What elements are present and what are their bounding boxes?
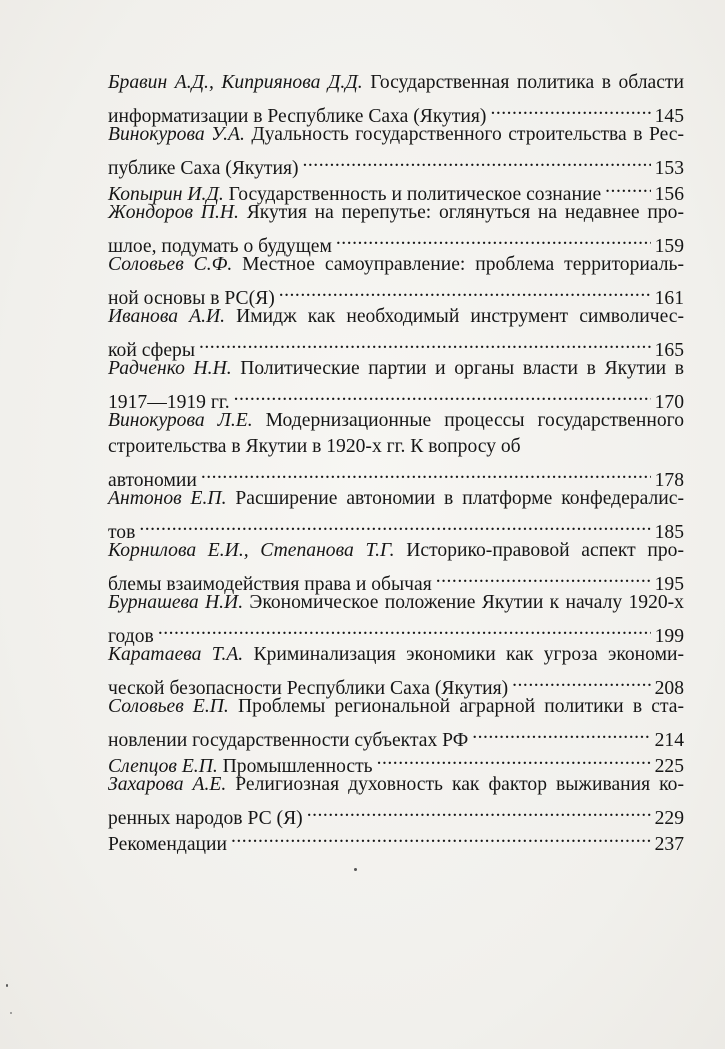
toc-line bbox=[108, 486, 684, 512]
toc-title: Криминализация экономики как угроза экономи- bbox=[243, 644, 685, 665]
toc-entry bbox=[108, 70, 684, 127]
toc-leader-dots bbox=[139, 512, 650, 538]
toc-page-number: 153 bbox=[654, 158, 684, 179]
toc-title: годов bbox=[108, 626, 154, 647]
toc-line bbox=[108, 408, 684, 434]
toc-author: Слепцов Е.П. bbox=[108, 756, 218, 777]
toc-entry bbox=[108, 304, 684, 361]
toc-leader-dots bbox=[279, 278, 651, 304]
toc-leader-dots bbox=[336, 226, 651, 252]
toc-page-number: 237 bbox=[654, 834, 684, 855]
toc-title: Дуальность государственного строительства в Рес- bbox=[244, 124, 684, 145]
toc-page-number: 195 bbox=[654, 574, 684, 595]
toc-title: Имидж как необходимый инструмент символичес- bbox=[225, 306, 684, 327]
toc-line-text bbox=[108, 72, 684, 93]
toc-line-text bbox=[108, 434, 521, 460]
toc-title: ренных народов РС (Я) bbox=[108, 808, 303, 829]
toc-line-text bbox=[108, 254, 684, 275]
toc-leader-dots bbox=[605, 174, 650, 200]
toc-title: Экономическое положение Якутии к началу 1920-х bbox=[243, 592, 684, 613]
toc-line bbox=[108, 512, 684, 543]
toc-line-text bbox=[108, 696, 684, 717]
toc-title: ной основы в РС(Я) bbox=[108, 288, 275, 309]
toc-page-number: 165 bbox=[654, 340, 684, 361]
toc-line bbox=[108, 356, 684, 382]
toc-title: блемы взаимодействия права и обычая bbox=[108, 574, 432, 595]
toc-line-text bbox=[108, 540, 684, 561]
toc-entry bbox=[108, 694, 684, 751]
toc-leader-dots bbox=[303, 148, 651, 174]
toc-entry bbox=[108, 538, 684, 595]
toc-author: Каратаева Т.А. bbox=[108, 644, 244, 665]
toc-page-number: 208 bbox=[654, 678, 684, 699]
toc-title: новлении государственности субъектах РФ bbox=[108, 730, 469, 751]
toc-page-number: 185 bbox=[654, 522, 684, 543]
toc-page-number: 170 bbox=[654, 392, 684, 413]
toc-line bbox=[108, 694, 684, 720]
toc-line-text bbox=[108, 410, 684, 431]
toc-page-number: 178 bbox=[654, 470, 684, 491]
toc-title: публике Саха (Якутия) bbox=[108, 158, 299, 179]
toc-entry bbox=[108, 356, 685, 413]
toc-author: Винокурова Л.Е. bbox=[108, 410, 253, 431]
toc-title: Государственная политика в области bbox=[362, 72, 684, 93]
toc-title: 1917—1919 гг. bbox=[108, 392, 230, 413]
toc-author: Соловьев Е.П. bbox=[108, 696, 229, 717]
toc-author: Жондоров П.Н. bbox=[108, 202, 239, 223]
toc-author: Захарова А.Е. bbox=[108, 774, 227, 795]
toc-title: информатизации в Республике Саха (Якутия) bbox=[108, 106, 487, 127]
toc-line bbox=[108, 148, 684, 179]
toc-leader-dots bbox=[490, 96, 650, 122]
toc-leader-dots bbox=[512, 668, 650, 694]
toc-entry bbox=[108, 772, 684, 829]
toc-line bbox=[108, 668, 684, 699]
toc-title: тов bbox=[108, 522, 136, 543]
toc-line bbox=[108, 122, 684, 148]
toc-line-text bbox=[108, 358, 684, 379]
toc-line bbox=[108, 226, 684, 257]
toc-page-number: 156 bbox=[654, 184, 684, 205]
toc-title: Якутия на перепутье: оглянуться на недавнее про- bbox=[238, 202, 684, 223]
toc-title: строительства в Якутии в 1920-х гг. К вопросу об bbox=[108, 436, 521, 457]
toc-title: ческой безопасности Республики Саха (Якутия) bbox=[108, 678, 509, 699]
toc-title: шлое, подумать о будущем bbox=[108, 236, 332, 257]
toc-leader-dots bbox=[377, 746, 651, 772]
toc-title: Расширение автономии в платформе конфедералис- bbox=[226, 488, 684, 509]
toc-line-text bbox=[108, 124, 684, 145]
toc-author: Соловьев С.Ф. bbox=[108, 254, 233, 275]
toc-line-text bbox=[108, 156, 299, 182]
toc-title: Модернизационные процессы государственного bbox=[252, 410, 684, 431]
toc-leader-dots bbox=[436, 564, 651, 590]
toc-line-text bbox=[108, 488, 684, 509]
toc-line-text bbox=[108, 592, 684, 613]
toc-entry bbox=[108, 200, 684, 257]
toc-entry bbox=[108, 590, 684, 647]
toc-page-number: 161 bbox=[654, 288, 684, 309]
toc-author: Бурнашева Н.И. bbox=[108, 592, 244, 613]
toc-line bbox=[108, 772, 684, 798]
toc-entry bbox=[108, 252, 684, 309]
toc-entry bbox=[108, 408, 684, 491]
toc-title: Политические партии и органы власти в Якутии в bbox=[231, 358, 685, 379]
toc-line-text bbox=[108, 202, 684, 223]
scan-speck bbox=[354, 868, 357, 871]
toc-page-number: 159 bbox=[654, 236, 684, 257]
toc-line-text bbox=[108, 644, 684, 665]
toc-author: Бравин А.Д., Киприянова Д.Д. bbox=[108, 72, 363, 93]
toc-title: Религиозная духовность как фактор выживания ко- bbox=[226, 774, 684, 795]
toc-page-number: 229 bbox=[654, 808, 684, 829]
toc-entry bbox=[108, 486, 684, 543]
toc-line bbox=[108, 330, 684, 361]
toc-author: Иванова А.И. bbox=[108, 306, 226, 327]
toc-author: Корнилова Е.И., Степанова Т.Г. bbox=[108, 540, 395, 561]
toc-line bbox=[108, 616, 684, 647]
toc-line bbox=[108, 590, 684, 616]
toc-line bbox=[108, 434, 684, 460]
toc-line bbox=[108, 798, 684, 829]
toc-author: Антонов Е.П. bbox=[108, 488, 227, 509]
toc-line-text bbox=[108, 306, 684, 327]
toc-title: Промышленность bbox=[217, 756, 373, 777]
toc-line bbox=[108, 382, 684, 413]
toc-leader-dots bbox=[307, 798, 651, 824]
toc-page-number: 214 bbox=[654, 730, 684, 751]
toc-page-number: 225 bbox=[654, 756, 684, 777]
toc-leader-dots bbox=[158, 616, 651, 642]
toc-entry bbox=[108, 642, 685, 699]
toc-title: Местное самоуправление: проблема территориаль- bbox=[232, 254, 684, 275]
toc-leader-dots bbox=[472, 720, 650, 746]
toc-line bbox=[108, 252, 684, 278]
scan-speck bbox=[6, 984, 8, 987]
toc-author: Радченко Н.Н. bbox=[108, 358, 232, 379]
toc-author: Копырин И.Д. bbox=[108, 184, 224, 205]
toc-line bbox=[108, 304, 684, 330]
toc-line bbox=[108, 70, 684, 96]
toc-leader-dots bbox=[199, 330, 651, 356]
toc-line bbox=[108, 564, 684, 595]
scan-speck bbox=[10, 1012, 12, 1014]
toc-title: Историко-правовой аспект про- bbox=[394, 540, 684, 561]
toc-line bbox=[108, 96, 684, 127]
toc-title: Рекомендации bbox=[108, 834, 227, 855]
toc-title: кой сферы bbox=[108, 340, 195, 361]
toc-page-number: 199 bbox=[654, 626, 684, 647]
toc-title: Государственность и политическое сознание bbox=[223, 184, 602, 205]
toc-leader-dots bbox=[201, 460, 651, 486]
table-of-contents bbox=[108, 70, 685, 855]
toc-line bbox=[108, 642, 684, 668]
toc-line bbox=[108, 200, 684, 226]
toc-line bbox=[108, 720, 684, 751]
toc-author: Винокурова У.А. bbox=[108, 124, 245, 145]
toc-line-text bbox=[108, 832, 227, 858]
toc-line bbox=[108, 538, 684, 564]
toc-line bbox=[108, 460, 684, 491]
toc-title: автономии bbox=[108, 470, 197, 491]
toc-leader-dots bbox=[231, 824, 651, 850]
toc-line-text bbox=[108, 774, 684, 795]
toc-page-number: 145 bbox=[654, 106, 684, 127]
toc-line bbox=[108, 278, 684, 309]
toc-leader-dots bbox=[234, 382, 651, 408]
toc-entry bbox=[108, 122, 684, 179]
toc-title: Проблемы региональной аграрной политики в ста- bbox=[228, 696, 684, 717]
